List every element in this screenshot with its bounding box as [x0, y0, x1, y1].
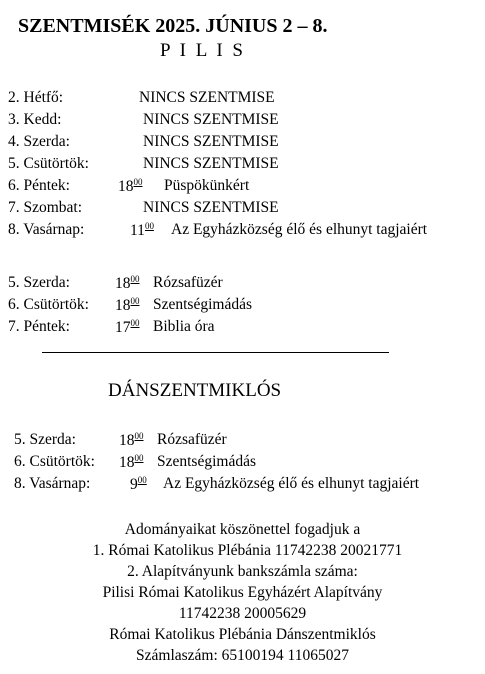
pilis-event-text: Szentségimádás: [153, 296, 253, 313]
pilis-event-day: 5. Szerda:: [8, 274, 70, 291]
time-minute: 00: [130, 318, 140, 328]
danszentmiklos-event-text: Az Egyházközség élő és elhunyt tagjaiért: [163, 475, 420, 492]
danszentmiklos-event-day: 8. Vasárnap:: [14, 475, 91, 492]
time-hour: 18: [115, 275, 131, 292]
pilis-event-day: 7. Péntek:: [8, 318, 70, 335]
donation-account-parish: 1. Római Katolikus Plébánia 11742238 20021771: [92, 542, 403, 559]
danszentmiklos-event-time: [119, 454, 144, 471]
time-hour: 11: [130, 222, 145, 239]
donation-danszentmiklos-account: Számlaszám: 65100194 11065027: [136, 647, 349, 664]
pilis-event-time: [115, 275, 140, 292]
pilis-mass-day: 8. Vasárnap:: [8, 221, 85, 238]
pilis-mass-text: NINCS SZENTMISE: [143, 111, 279, 128]
time-minute: 00: [130, 274, 140, 284]
time-hour: 18: [119, 454, 135, 471]
danszentmiklos-event-day: 6. Csütörtök:: [14, 453, 95, 470]
pilis-event-text: Biblia óra: [153, 318, 215, 335]
pilis-event-day: 6. Csütörtök:: [8, 296, 89, 313]
pilis-mass-text: Püspökünkért: [164, 177, 250, 194]
danszentmiklos-event-time: [130, 476, 147, 493]
danszentmiklos-event-text: Szentségimádás: [157, 453, 257, 470]
time-hour: 18: [119, 432, 135, 449]
time-minute: 00: [144, 221, 154, 231]
time-hour: 18: [118, 178, 134, 195]
pilis-mass-day: 6. Péntek:: [8, 177, 70, 194]
donation-foundation-account: 11742238 20005629: [178, 605, 307, 622]
time-hour: 9: [130, 476, 138, 493]
pilis-mass-day: 3. Kedd:: [8, 111, 62, 128]
page-title: SZENTMISÉK 2025. JÚNIUS 2 – 8.: [18, 15, 328, 37]
pilis-mass-day: 2. Hétfő:: [8, 89, 64, 106]
pilis-mass-day: 7. Szombat:: [8, 199, 83, 216]
pilis-mass-text: NINCS SZENTMISE: [143, 155, 279, 172]
time-minute: 00: [134, 453, 144, 463]
time-minute: 00: [130, 296, 140, 306]
location-pilis-heading: P I L I S: [160, 40, 246, 61]
pilis-mass-day: 4. Szerda:: [8, 133, 70, 150]
donation-foundation-label: 2. Alapítványunk bankszámla száma:: [127, 563, 358, 580]
danszentmiklos-event-text: Rózsafüzér: [157, 431, 227, 448]
pilis-mass-text: NINCS SZENTMISE: [139, 89, 275, 106]
pilis-event-time: [115, 319, 140, 336]
pilis-mass-time: [130, 222, 154, 239]
pilis-mass-time: [118, 178, 143, 195]
pilis-event-time: [115, 297, 140, 314]
location-danszentmiklos-heading: DÁNSZENTMIKLÓS: [108, 380, 282, 401]
time-minute: 00: [134, 431, 144, 441]
time-hour: 18: [115, 297, 131, 314]
donation-intro: Adományaikat köszönettel fogadjuk a: [124, 521, 361, 538]
danszentmiklos-event-day: 5. Szerda:: [14, 431, 76, 448]
pilis-mass-text: Az Egyházközség élő és elhunyt tagjaiért: [171, 221, 428, 238]
time-minute: 00: [137, 475, 147, 485]
time-minute: 00: [133, 177, 143, 187]
section-divider: [42, 352, 389, 353]
pilis-event-text: Rózsafüzér: [153, 274, 223, 291]
pilis-mass-text: NINCS SZENTMISE: [143, 199, 279, 216]
pilis-mass-day: 5. Csütörtök:: [8, 155, 89, 172]
danszentmiklos-event-time: [119, 432, 144, 449]
donation-foundation-name: Pilisi Római Katolikus Egyházért Alapítvány: [102, 584, 383, 601]
pilis-mass-text: NINCS SZENTMISE: [143, 133, 279, 150]
time-hour: 17: [115, 319, 131, 336]
donation-danszentmiklos-parish: Római Katolikus Plébánia Dánszentmiklós: [109, 626, 376, 643]
